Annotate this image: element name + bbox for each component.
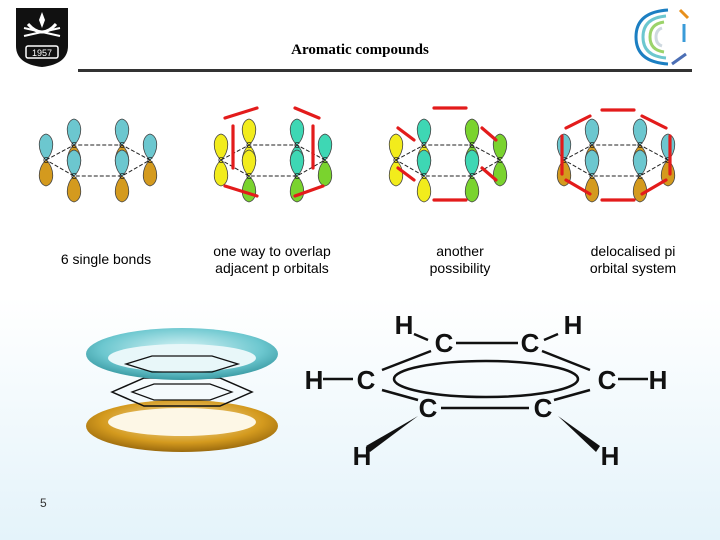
caption-overlap-one (192, 243, 352, 277)
atom-c: C (418, 393, 438, 423)
caption-line: orbital system (589, 260, 677, 276)
emblem-year: 1957 (31, 48, 53, 58)
ring-carbon-label: C (294, 172, 300, 181)
caption-line: another (436, 243, 484, 259)
ring-carbon-label: C (218, 156, 224, 165)
atom-c: C (356, 365, 376, 395)
sigma-ring (564, 145, 668, 176)
caption-line: delocalised pi (590, 243, 676, 259)
ring-carbon-label: C (147, 156, 153, 165)
ring-carbon-label: C (246, 141, 252, 150)
ring-carbon-label: C (119, 172, 125, 181)
sigma-ring (221, 145, 325, 176)
atom-h: H (600, 441, 620, 471)
atom-c: C (533, 393, 553, 423)
atom-h: H (563, 310, 583, 340)
ring-carbon-label: C (665, 156, 671, 165)
atom-c: C (434, 328, 454, 358)
ring-carbon-label: C (71, 141, 77, 150)
pi-overlap-bond (225, 108, 257, 118)
university-c-logo-icon (628, 4, 692, 70)
ring-carbon-label: C (119, 141, 125, 150)
panel-delocalised (546, 96, 686, 220)
benzene-structure (296, 300, 686, 480)
pi-overlap-bond (482, 128, 496, 140)
ring-carbon-label: C (246, 172, 252, 181)
panel-single-bonds (28, 96, 168, 220)
caption-line: adjacent p orbitals (215, 260, 329, 276)
ring-carbon-label: C (589, 172, 595, 181)
pi-overlap-bond (295, 108, 319, 118)
atom-c: C (597, 365, 617, 395)
title-underline (78, 69, 692, 72)
ring-carbon-label: C (294, 141, 300, 150)
ring-carbon-label: C (469, 172, 475, 181)
ring-carbon-label: C (322, 156, 328, 165)
atom-h: H (394, 310, 414, 340)
panel-overlap-one (203, 96, 343, 220)
caption-line: possibility (429, 260, 491, 276)
atom-h: H (352, 441, 372, 471)
ring-carbon-label: C (561, 156, 567, 165)
ring-carbon-label: C (43, 156, 49, 165)
ring-carbon-label: C (71, 172, 77, 181)
wedge-bond-left (366, 416, 418, 452)
ring-carbon-label: C (637, 172, 643, 181)
ring-carbon-label: C (393, 156, 399, 165)
slide-title: Aromatic compounds (291, 42, 429, 58)
ring-carbon-label: C (497, 156, 503, 165)
delocalised-ring-diagram (82, 318, 282, 468)
ring-carbon-label: C (589, 141, 595, 150)
panel-overlap-two (378, 96, 518, 220)
slide-number: 5 (40, 496, 47, 510)
gold-torus (86, 400, 278, 452)
sigma-ring (46, 145, 150, 176)
ring-carbon-label: C (421, 141, 427, 150)
caption-overlap-two (400, 243, 520, 277)
ring-carbon-label: C (469, 141, 475, 150)
ring-carbon-label: C (421, 172, 427, 181)
wedge-bond-right (558, 416, 600, 452)
atom-h: H (648, 365, 668, 395)
caption-delocalised (568, 243, 698, 277)
caption-single-bonds: 6 single bonds (60, 251, 152, 267)
atom-c: C (520, 328, 540, 358)
ring-carbon-label: C (637, 141, 643, 150)
caption-line: one way to overlap (213, 243, 331, 259)
atom-h: H (304, 365, 324, 395)
